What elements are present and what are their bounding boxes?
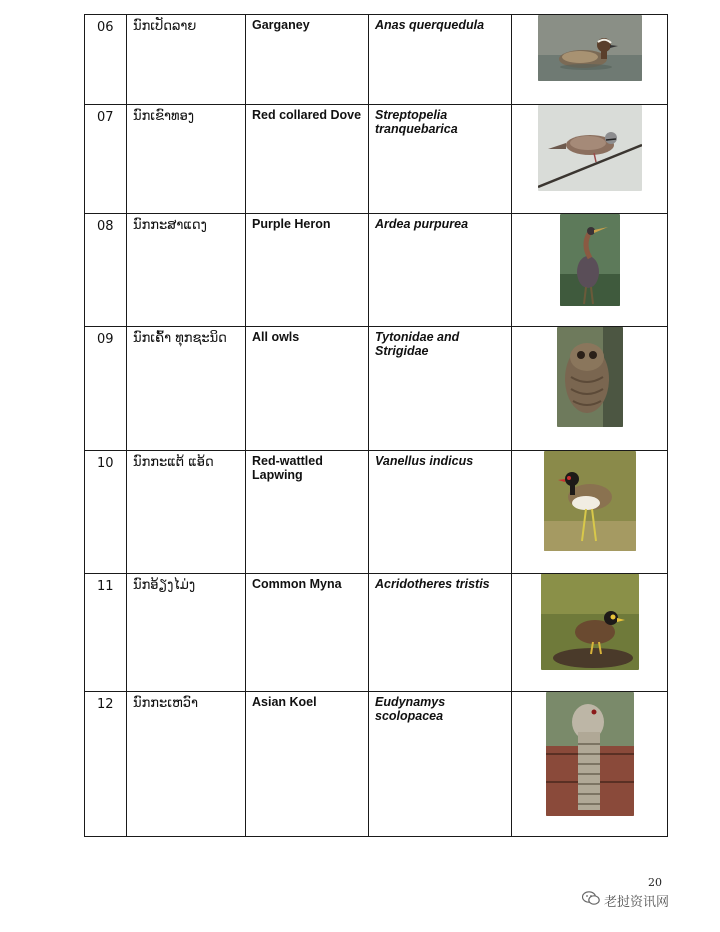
row-number-cell: 10	[85, 451, 127, 574]
garganey-photo	[538, 15, 642, 81]
purple-heron-photo	[560, 214, 620, 306]
table-row	[85, 451, 668, 574]
myna-photo	[541, 574, 639, 670]
watermark-text: 老挝资讯网	[604, 895, 670, 910]
page-number: 20	[648, 876, 662, 889]
lao-name-cell: ນົກກະສາແດງ	[127, 214, 246, 327]
lao-name-cell: ນົກກະແຕ້ ແອ້ດ	[127, 451, 246, 574]
photo-cell	[512, 327, 668, 451]
row-number-cell: 06	[85, 15, 127, 105]
photo-cell	[512, 451, 668, 574]
english-name-cell: Garganey	[246, 15, 369, 105]
english-name-cell: Red-wattled Lapwing	[246, 451, 369, 574]
table-row	[85, 214, 668, 327]
row-number-cell: 08	[85, 214, 127, 327]
table-row	[85, 692, 668, 837]
lao-name-cell: ນົກອ້ຽງໄມ່ງ	[127, 574, 246, 692]
table-row	[85, 327, 668, 451]
english-name-cell: All owls	[246, 327, 369, 451]
photo-cell	[512, 692, 668, 837]
english-name-cell: Asian Koel	[246, 692, 369, 837]
row-number-cell: 07	[85, 105, 127, 214]
scientific-name-cell: Ardea purpurea	[369, 214, 512, 327]
owl-photo	[557, 327, 623, 427]
watermark	[582, 891, 669, 910]
photo-cell	[512, 105, 668, 214]
english-name-cell: Red collared Dove	[246, 105, 369, 214]
english-name-cell: Purple Heron	[246, 214, 369, 327]
row-number-cell: 11	[85, 574, 127, 692]
scientific-name-cell: Eudynamys scolopacea	[369, 692, 512, 837]
photo-cell	[512, 574, 668, 692]
lao-name-cell: ນົກເປັດລາຍ	[127, 15, 246, 105]
photo-cell	[512, 214, 668, 327]
scientific-name-cell: Streptopelia tranquebarica	[369, 105, 512, 214]
lao-name-cell: ນົກກະເຫວົາ	[127, 692, 246, 837]
row-number-cell: 09	[85, 327, 127, 451]
scientific-name-cell: Vanellus indicus	[369, 451, 512, 574]
koel-photo	[546, 692, 634, 816]
lao-name-cell: ນົກເຂົາທອງ	[127, 105, 246, 214]
lao-name-cell: ນົກເຄົ້າ ທຸກຊະນິດ	[127, 327, 246, 451]
row-number-cell: 12	[85, 692, 127, 837]
scientific-name-cell: Tytonidae and Strigidae	[369, 327, 512, 451]
wechat-icon	[582, 891, 600, 910]
photo-cell	[512, 15, 668, 105]
english-name-cell: Common Myna	[246, 574, 369, 692]
table-row	[85, 574, 668, 692]
bird-species-table	[84, 14, 668, 837]
scientific-name-cell: Acridotheres tristis	[369, 574, 512, 692]
lapwing-photo	[544, 451, 636, 551]
scientific-name-cell: Anas querquedula	[369, 15, 512, 105]
red-collared-dove-photo	[538, 105, 642, 191]
table-row	[85, 105, 668, 214]
table-row	[85, 15, 668, 105]
